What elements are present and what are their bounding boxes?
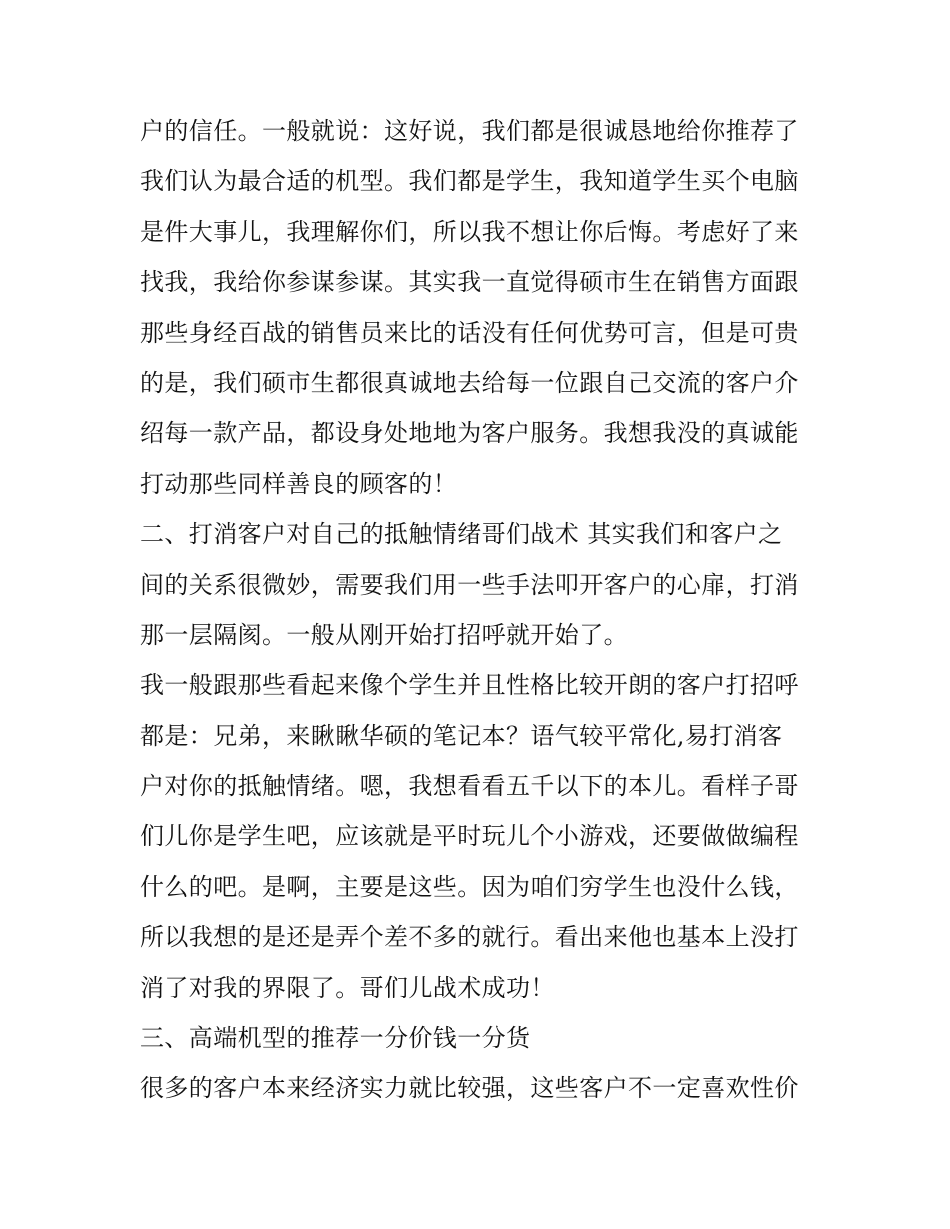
text-line: 我们认为最合适的机型。我们都是学生，我知道学生买个电脑 — [140, 167, 799, 196]
text-line: 是件大事儿，我理解你们，所以我不想让你后悔。考虑好了来 — [140, 217, 799, 246]
text-line: 消了对我的界限了。哥们儿战术成功！ — [140, 973, 555, 1002]
text-line: 打动那些同样善良的顾客的！ — [140, 469, 458, 498]
text-line: 户对你的抵触情绪。嗯，我想看看五千以下的本儿。看样子哥 — [140, 772, 799, 801]
text-line: 什么的吧。是啊，主要是这些。因为咱们穷学生也没什么钱， — [140, 872, 799, 901]
text-line: 间的关系很微妙，需要我们用一些手法叩开客户的心扉，打消 — [140, 570, 799, 599]
section-heading: 三、高端机型的推荐一分价钱一分货 — [140, 1024, 531, 1053]
document-body — [140, 106, 820, 1114]
text-line: 那一层隔阂。一般从刚开始打招呼就开始了。 — [140, 620, 628, 649]
section-heading-line: 二、打消客户对自己的抵触情绪哥们战术 其实我们和客户之 — [140, 520, 783, 549]
text-line: 户的信任。一般就说：这好说，我们都是很诚恳地给你推荐了 — [140, 117, 799, 145]
text-line: 找我，我给你参谋参谋。其实我一直觉得硕市生在销售方面跟 — [140, 268, 799, 297]
text-line: 所以我想的是还是弄个差不多的就行。看出来他也基本上没打 — [140, 923, 799, 952]
text-line: 那些身经百战的销售员来比的话没有任何优势可言，但是可贵 — [140, 318, 799, 347]
text-line: 我一般跟那些看起来像个学生并且性格比较开朗的客户打招呼 — [140, 671, 799, 700]
text-line: 都是：兄弟，来瞅瞅华硕的笔记本？语气较平常化,易打消客 — [140, 721, 783, 750]
text-line: 绍每一款产品，都设身处地地为客户服务。我想我没的真诚能 — [140, 419, 799, 448]
text-line: 很多的客户本来经济实力就比较强，这些客户不一定喜欢性价 — [140, 1074, 799, 1103]
text-line: 的是，我们硕市生都很真诚地去给每一位跟自己交流的客户介 — [140, 368, 799, 397]
text-line: 们儿你是学生吧，应该就是平时玩儿个小游戏，还要做做编程 — [140, 822, 799, 851]
